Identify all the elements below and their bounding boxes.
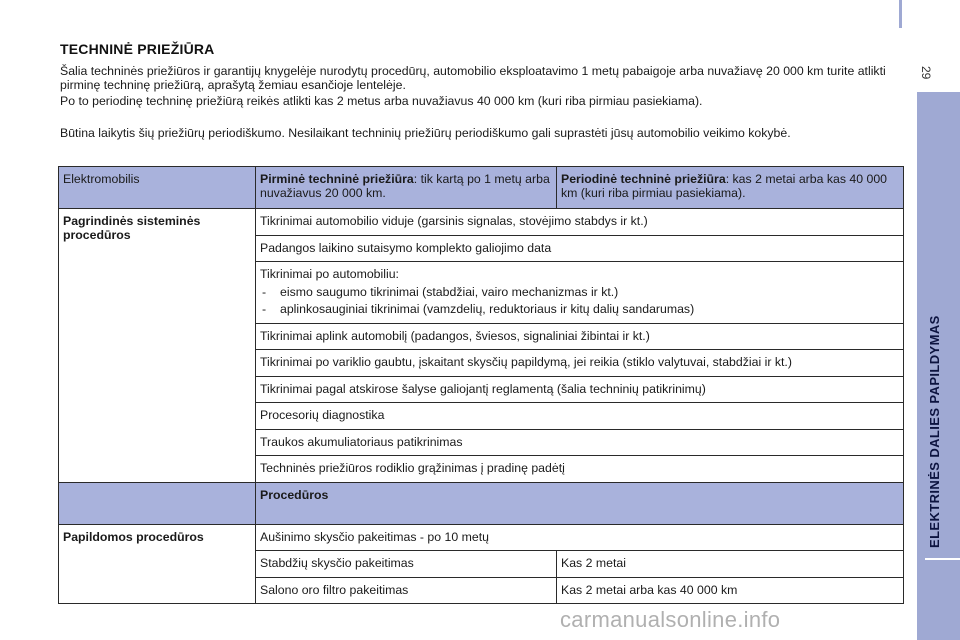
table-cell: Aušinimo skysčio pakeitimas - po 10 metų — [256, 524, 904, 551]
table-cell: Tikrinimai po variklio gaubtu, įskaitant skysčių papildymą, jei reikia (stiklo valytuvai, stabdžiai ir kt.) — [256, 350, 904, 377]
header-initial-service-desc: : tik kartą po 1 metų arba nuvažiavus 20 000 km. — [260, 172, 550, 200]
table-cell: Salono oro filtro pakeitimas — [256, 577, 557, 604]
group-basic-label: Pagrindinės sisteminės procedūros — [59, 209, 256, 483]
table-cell-underbody — [256, 262, 904, 324]
list-item: - eismo saugumo tikrinimai (stabdžiai, vairo mechanizmas ir kt.) — [262, 284, 619, 299]
table-cell: Tikrinimai pagal atskirose šalyse galiojantį reglamentą (šalia techninių patikrinimų) — [256, 376, 904, 403]
top-edge-marker — [899, 0, 902, 28]
procedures-header-row — [59, 482, 904, 524]
table-cell: Tikrinimai aplink automobilį (padangos, šviesos, signaliniai žibintai ir kt.) — [256, 323, 904, 350]
procedures-header-label: Procedūros — [256, 482, 904, 524]
table-header-row — [59, 167, 904, 209]
table-cell: Procesorių diagnostika — [256, 403, 904, 430]
watermark-text: carmanualsonline.info — [560, 607, 781, 632]
table-row — [59, 524, 904, 551]
underbody-title: Tikrinimai po automobiliu: — [260, 267, 399, 281]
side-tab-divider — [925, 558, 960, 560]
header-initial-service-cell — [256, 167, 557, 209]
maintenance-table — [58, 166, 904, 604]
group-additional-label: Papildomos procedūros — [59, 524, 256, 604]
header-vehicle-cell: Elektromobilis — [59, 167, 256, 209]
page-number: 29 — [919, 66, 933, 80]
table-cell: Kas 2 metai arba kas 40 000 km — [557, 577, 904, 604]
header-initial-service-label: Pirminė techninė priežiūra — [260, 172, 414, 186]
side-chapter-title: ELEKTRINĖS DALIES PAPILDYMAS — [927, 315, 942, 548]
table-cell: Stabdžių skysčio pakeitimas — [256, 551, 557, 578]
intro-paragraph-1: Šalia techninės priežiūros ir garantijų knygelėje nurodytų procedūrų, automobilio eksploatavimo 1 metų pabaigoje arba nuvažiavę 20 000 km turite atlikti pirminę techninę priežiūrą, aprašytą žemiau esančioje lentelėje. — [60, 64, 886, 92]
header-periodic-service-desc: : kas 2 metai arba kas 40 000 km (kuri riba pirmiau pasiekiama). — [561, 172, 888, 200]
table-cell: Padangos laikino sutaisymo komplekto galiojimo data — [256, 235, 904, 262]
section-title: TECHNINĖ PRIEŽIŪRA — [60, 41, 215, 57]
list-item: - aplinkosauginiai tikrinimai (vamzdelių, reduktoriaus ir kitų dalių sandarumas) — [262, 302, 695, 316]
procedures-header-empty — [59, 482, 256, 524]
table-cell: Traukos akumuliatoriaus patikrinimas — [256, 429, 904, 456]
intro-paragraph-2: Po to periodinę techninę priežiūrą reikės atlikti kas 2 metus arba nuvažiavus 40 000 km (kuri riba pirmiau pasiekiama). — [60, 94, 703, 108]
header-periodic-service-label: Periodinė techninė priežiūra — [561, 172, 726, 186]
header-periodic-service-cell — [557, 167, 904, 209]
table-row — [59, 209, 904, 236]
intro-paragraph-3: Būtina laikytis šių priežiūrų periodiškumo. Nesilaikant techninių priežiūrų periodiškumo gali suprastėti jūsų automobilio veikimo kokybė. — [60, 126, 791, 140]
table-cell: Techninės priežiūros rodiklio grąžinimas į pradinę padėtį — [256, 456, 904, 483]
table-cell: Kas 2 metai — [557, 551, 904, 578]
table-cell: Tikrinimai automobilio viduje (garsinis signalas, stovėjimo stabdys ir kt.) — [256, 209, 904, 236]
